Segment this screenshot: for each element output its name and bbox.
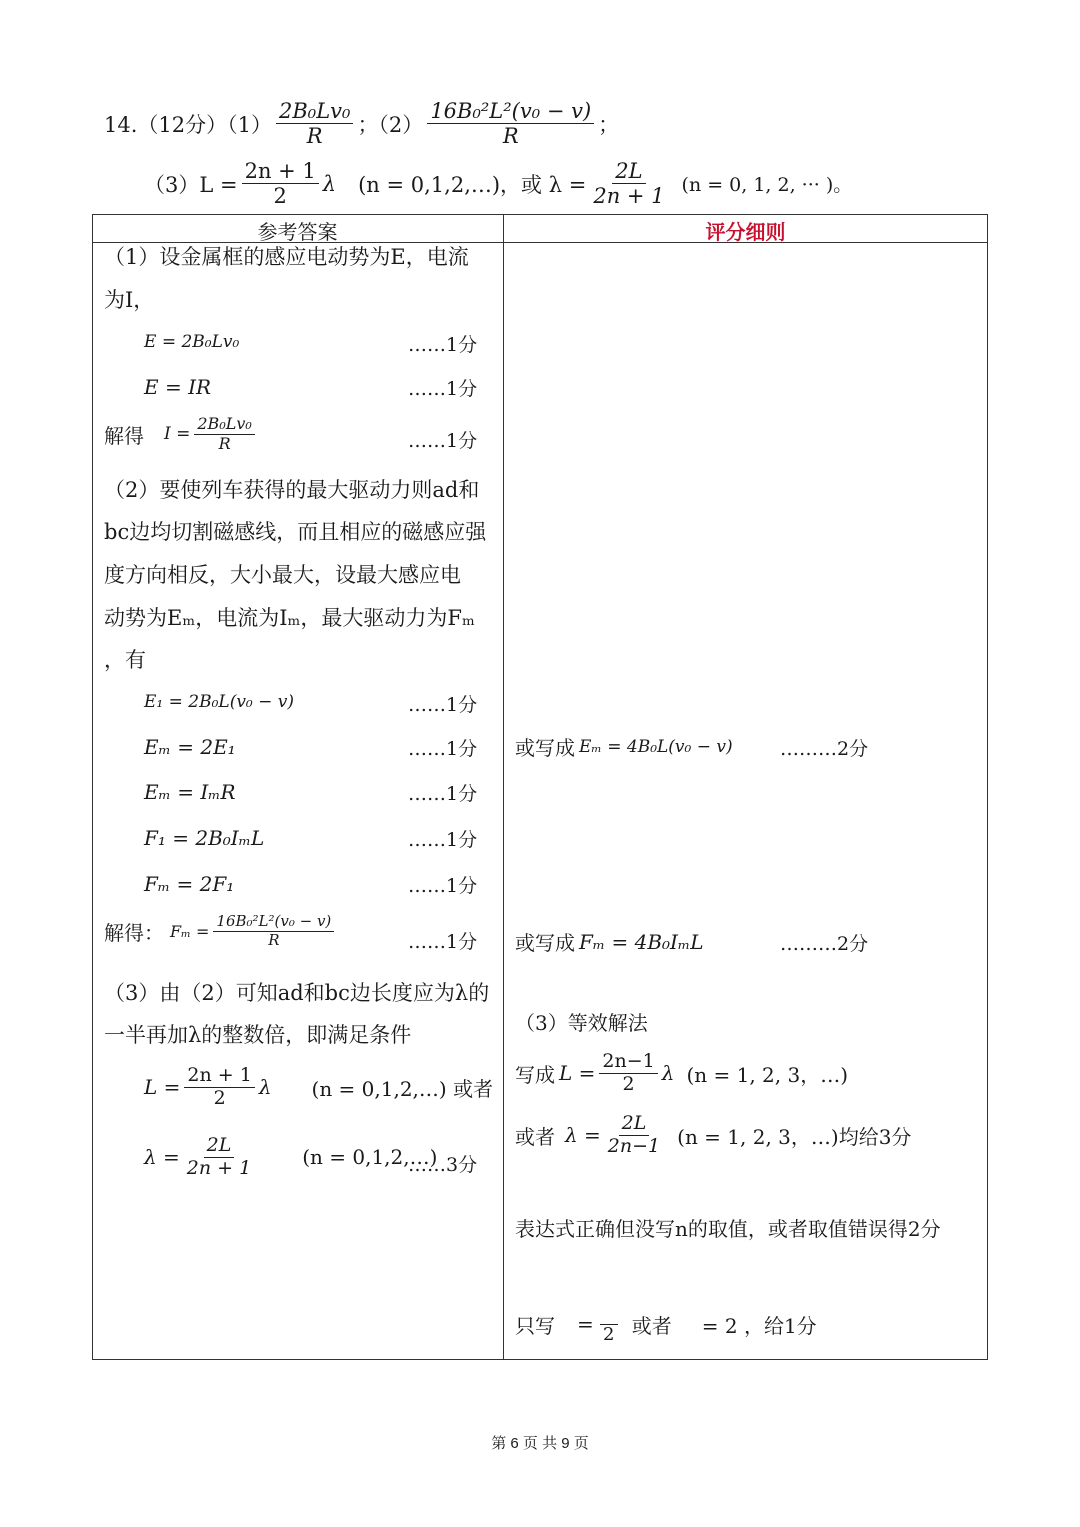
note-partial-credit: 只写 = 2 或者 = 2 ，给1分 — [515, 1304, 817, 1345]
answer-summary-line2: （3）L = $\frac{2n + 1}{2}$ λ (n = 0,1,2,…)，或 λ = $\frac{2L}{2n + 1}$ (n = 0, 1, 2, ··· )。 — [144, 159, 853, 209]
question-label: 14.（12分）（1） — [104, 112, 272, 137]
score-2: ……1分 — [408, 378, 478, 400]
score-6: ……1分 — [408, 783, 478, 805]
col-header-scoring-rules: 评分细则 — [705, 220, 786, 244]
equation-fm: Fₘ = 2F₁ — [144, 872, 235, 896]
answer3a-fraction: $\frac{2n + 1}{2}$ — [242, 160, 319, 207]
note-missing-range: 表达式正确但没写n的取值，或者取值错误得2分 — [515, 1217, 941, 1241]
answer3b-fraction: $\frac{2L}{2n + 1}$ — [593, 159, 665, 209]
score-9: ……1分 — [408, 931, 478, 953]
part2-text-line5: ，有 — [104, 648, 146, 672]
equation-e1-emf: E₁ = 2B₀L(v₀ − v) — [144, 692, 295, 712]
part3-text-line2: 一半再加λ的整数倍，即满足条件 — [104, 1023, 412, 1047]
answer-summary-line1: 14.（12分）（1） $\frac{\text{2B₀Lv₀}}{R}$ ；（2） $\frac{\text{16B₀²L²(v₀ − v)}}{R}$ ； — [104, 99, 620, 149]
col-header-reference-answer: 参考答案 — [257, 220, 338, 244]
alt-emf-row: 或写成 Eₘ = 4B₀L(v₀ − v) — [515, 736, 733, 760]
part2-text-line4: 动势为Eₘ，电流为Iₘ，最大驱动力为Fₘ — [104, 606, 475, 630]
alt-emf-score: ………2分 — [780, 738, 869, 760]
condition-wavelength: λ = $\frac{2L}{2n + 1}$ (n = 0,1,2,…) — [144, 1134, 438, 1179]
score-4: ……1分 — [408, 694, 478, 716]
equation-em: Eₘ = 2E₁ — [144, 735, 236, 759]
score-1: ……1分 — [408, 334, 478, 356]
alt-force-score: ………2分 — [780, 933, 869, 955]
equation-e1: E = 2B₀Lv₀ — [144, 332, 240, 352]
score-7: ……1分 — [408, 829, 478, 851]
score-5: ……1分 — [408, 738, 478, 760]
score-8: ……1分 — [408, 875, 478, 897]
method3-line1: 写成 L = $\frac{2n-1}{2}$ λ (n = 1, 2, 3，…) — [515, 1050, 848, 1095]
part1-text-line1: （1）设金属框的感应电动势为E，电流 — [104, 245, 469, 269]
equation-f1: F₁ = 2B₀IₘL — [144, 826, 265, 850]
part2-text-line3: 度方向相反，大小最大，设最大感应电 — [104, 563, 461, 587]
part2-text-line1: （2）要使列车获得的最大驱动力则ad和 — [104, 478, 480, 502]
score-3: ……1分 — [408, 430, 478, 452]
method3-title: （3）等效解法 — [515, 1011, 648, 1035]
part2-text-line2: bc边均切割磁感线，而且相应的磁感应强 — [104, 520, 487, 544]
answer1-fraction: $\frac{\text{2B₀Lv₀}}{R}$ — [276, 100, 353, 147]
table-divider-vertical — [503, 214, 504, 1360]
alt-force-row: 或写成 Fₘ = 4B₀IₘL — [515, 929, 704, 955]
condition-length: L = $\frac{2n + 1}{2}$ λ (n = 0,1,2,…) 或者 — [144, 1064, 494, 1109]
equation-e2: E = IR — [144, 375, 212, 399]
part1-text-line2: 为I， — [104, 288, 155, 312]
score-10: ……3分 — [408, 1154, 478, 1176]
solution-force: 解得： Fₘ = $\frac{\text{16B₀²L²(v₀ − v)}}{R}$ — [104, 914, 338, 949]
solution-current: 解得 I = $\frac{\text{2B₀Lv₀}}{R}$ — [104, 416, 259, 453]
page-number: 第 6 页 共 9 页 — [491, 1435, 589, 1452]
part3-text-line1: （3）由（2）可知ad和bc边长度应为λ的 — [104, 981, 490, 1005]
equation-em-ir: Eₘ = IₘR — [144, 780, 236, 804]
method3-line2: 或者 λ = $\frac{2L}{2n-1}$ (n = 1, 2, 3，…)均给3分 — [515, 1112, 912, 1157]
answer2-fraction: $\frac{\text{16B₀²L²(v₀ − v)}}{R}$ — [427, 100, 594, 147]
